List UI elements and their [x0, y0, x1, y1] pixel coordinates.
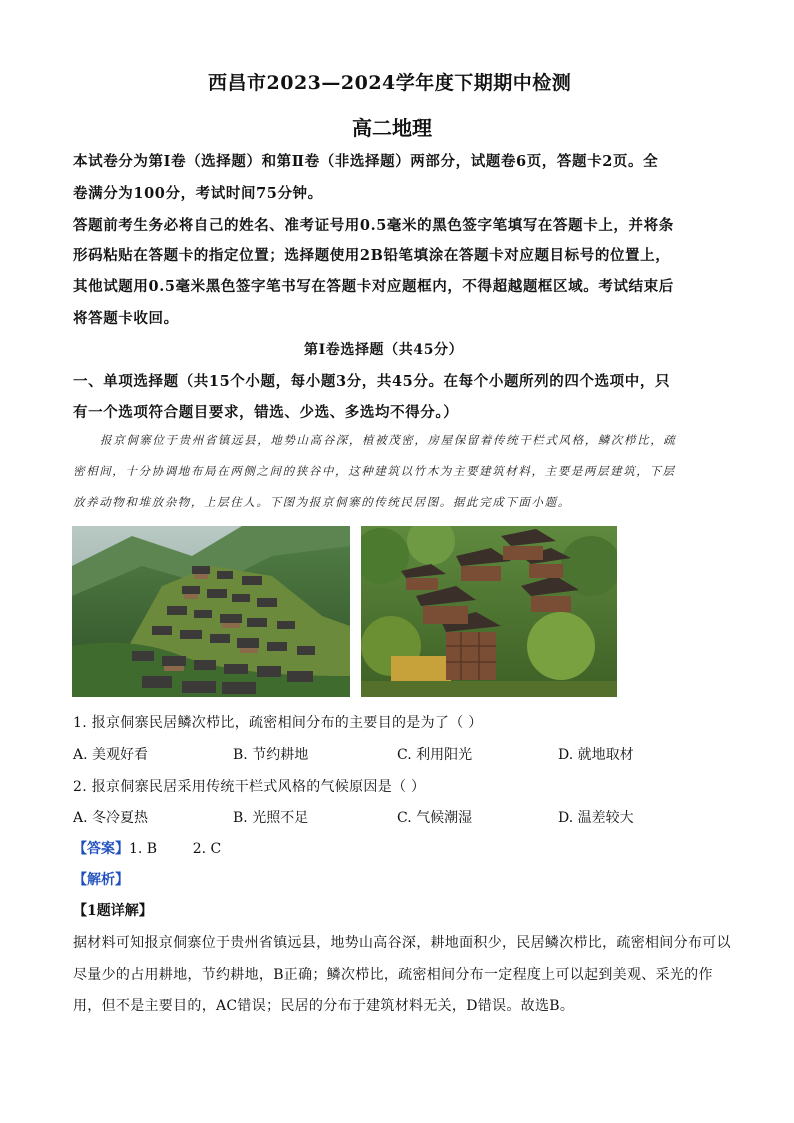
instruction-line: 形码粘贴在答题卡的指定位置；选择题使用2B铅笔填涂在答题卡对应题目标号的位置上，	[73, 247, 671, 264]
explanation-line: 据材料可知报京侗寨位于贵州省镇远县，地势山高谷深，耕地面积少，民居鳞次栉比，疏密相间分布可以	[73, 935, 731, 951]
detail-tag: 【1题详解】	[73, 903, 153, 919]
analysis-tag: 【解析】	[73, 872, 129, 888]
village-photo-hillside	[72, 526, 350, 697]
material-line: 密相间，十分协调地布局在两侧之间的狭谷中，这种建筑以竹木为主要建筑材料，主要是两层建筑，下层	[73, 464, 676, 478]
village-photo-houses	[361, 526, 617, 697]
question-stem: 1. 报京侗寨民居鳞次栉比，疏密相间分布的主要目的是为了（ ）	[73, 715, 483, 731]
instruction-line: 答题前考生务必将自己的姓名、准考证号用0.5毫米的黑色签字笔填写在答题卡上，并将条	[73, 217, 674, 234]
answer-line	[73, 838, 221, 858]
part-heading-line: 有一个选项符合题目要求，错选、少选、多选均不得分。）	[73, 404, 459, 421]
part-heading-line: 一、单项选择题（共15个小题，每小题3分，共45分。在每个小题所列的四个选项中，只	[73, 373, 671, 390]
material-line: 报京侗寨位于贵州省镇远县，地势山高谷深，植被茂密，房屋保留着传统干栏式风格，鳞次栉比，疏	[100, 433, 677, 447]
question-option: C. 气候潮湿	[397, 810, 473, 826]
instruction-line: 卷满分为100分，考试时间75分钟。	[73, 185, 323, 202]
answer-text: 1. B 2. C	[129, 841, 222, 857]
question-option: B. 节约耕地	[233, 747, 309, 763]
instruction-line: 将答题卡收回。	[73, 310, 179, 327]
page-title: 西昌市2023—2024学年度下期期中检测	[208, 72, 572, 94]
page-subtitle: 高二地理	[352, 116, 432, 140]
material-line: 放养动物和堆放杂物，上层住人。下图为报京侗寨的传统民居图。据此完成下面小题。	[73, 495, 571, 509]
section-title: 第Ⅰ卷选择题（共45分）	[304, 342, 464, 358]
question-option: A. 美观好看	[73, 747, 149, 763]
question-option: B. 光照不足	[233, 810, 309, 826]
question-option: D. 温差较大	[558, 810, 634, 826]
instruction-line: 其他试题用0.5毫米黑色签字笔书写在答题卡对应题框内，不得超越题框区域。考试结束后	[73, 278, 674, 295]
instruction-line: 本试卷分为第Ⅰ卷（选择题）和第Ⅱ卷（非选择题）两部分，试题卷6页，答题卡2页。全	[73, 153, 659, 170]
question-stem: 2. 报京侗寨民居采用传统干栏式风格的气候原因是（ ）	[73, 779, 426, 795]
explanation-line: 用，但不是主要目的，AC错误；民居的分布于建筑材料无关，D错误。故选B。	[73, 998, 575, 1014]
question-option: C. 利用阳光	[397, 747, 473, 763]
answer-tag: 【答案】	[73, 841, 129, 857]
question-option: D. 就地取材	[558, 747, 634, 763]
question-option: A. 冬冷夏热	[73, 810, 149, 826]
explanation-line: 尽量少的占用耕地，节约耕地，B正确；鳞次栉比，疏密相间分布一定程度上可以起到美观、采光的作	[73, 967, 713, 983]
